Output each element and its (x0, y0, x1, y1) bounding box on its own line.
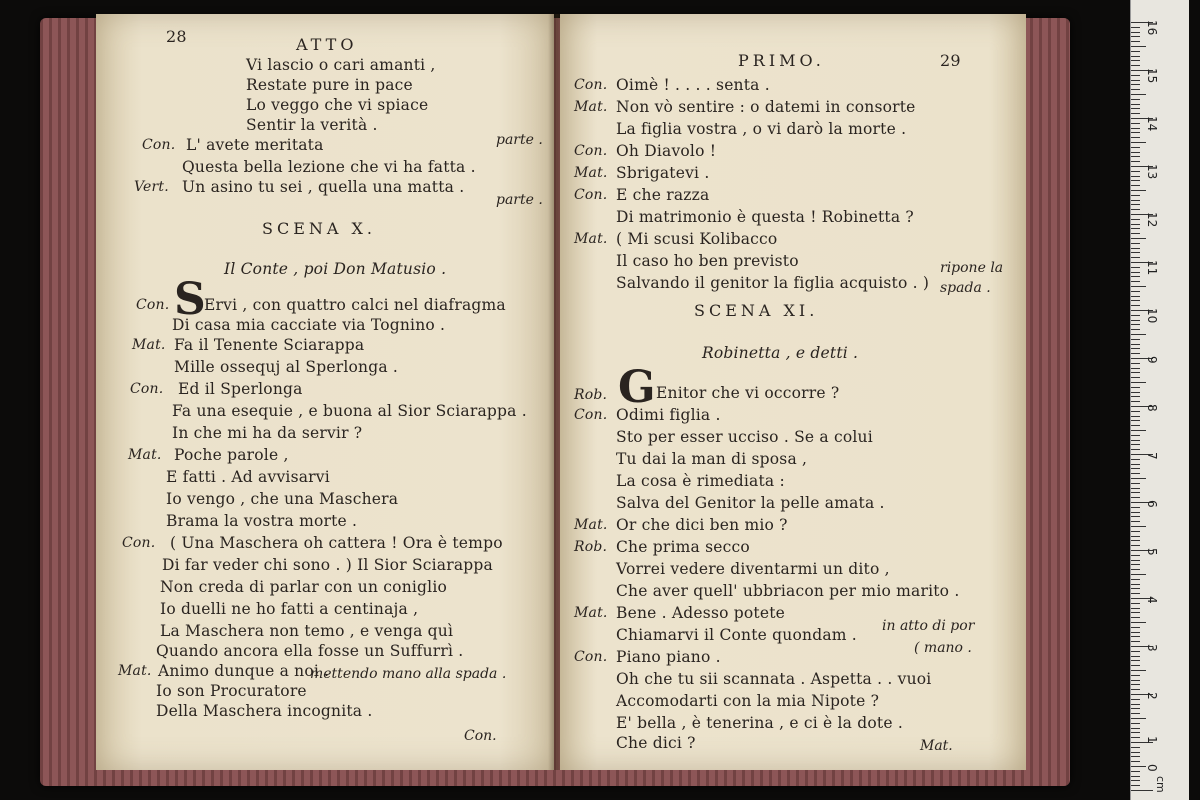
stage-direction: parte . (496, 132, 543, 148)
verse-line: Un asino tu sei , quella una matta . (182, 178, 465, 196)
ruler-tick (1131, 267, 1140, 268)
ruler-tick (1131, 176, 1140, 177)
ruler-tick (1131, 569, 1140, 570)
dialogue-line: Che prima secco (616, 538, 750, 556)
dialogue-line: Ed il Sperlonga (178, 380, 303, 398)
ruler-tick (1131, 526, 1146, 527)
stage-direction: mettendo mano alla spada . (310, 666, 507, 682)
dialogue-line: E fatti . Ad avvisarvi (166, 468, 330, 486)
ruler-tick (1131, 761, 1140, 762)
verse-line: Restate pure in pace (246, 76, 413, 94)
ruler-tick (1131, 641, 1140, 642)
ruler-tick (1131, 84, 1140, 85)
ruler-tick (1131, 608, 1140, 609)
ruler-tick (1131, 300, 1140, 301)
ruler-tick (1131, 36, 1140, 37)
ruler-tick (1131, 718, 1146, 719)
ruler-tick (1131, 65, 1140, 66)
right-page (560, 14, 1026, 770)
ruler-tick (1131, 334, 1146, 335)
ruler-number: 8 (1145, 404, 1159, 412)
speaker-label: Con. (574, 407, 608, 423)
ruler-tick (1131, 497, 1140, 498)
ruler-tick (1131, 588, 1140, 589)
ruler-tick (1131, 545, 1140, 546)
ruler-tick (1131, 771, 1140, 772)
ruler-tick (1131, 80, 1140, 81)
ruler-tick (1131, 248, 1140, 249)
ruler-tick (1131, 99, 1140, 100)
dialogue-line: Bene . Adesso potete (616, 604, 786, 622)
ruler-tick (1131, 516, 1140, 517)
dialogue-line: Chiamarvi il Conte quondam . (616, 626, 857, 644)
ruler-tick (1131, 564, 1140, 565)
scene-cast: Il Conte , poi Don Matusio . (224, 260, 447, 278)
ruler-tick (1131, 704, 1140, 705)
ruler-tick (1131, 766, 1146, 767)
ruler-tick (1131, 507, 1140, 508)
dialogue-line: Animo dunque a noi . (158, 662, 330, 680)
dialogue-line: La Maschera non temo , e venga quì (160, 622, 454, 640)
ruler-tick (1131, 60, 1140, 61)
speaker-label: Con. (574, 187, 608, 203)
dialogue-line: Della Maschera incognita . (156, 702, 373, 720)
dialogue-line: Sto per esser ucciso . Se a colui (616, 428, 873, 446)
dialogue-line: Quando ancora ella fosse un Suffurrì . (156, 642, 464, 660)
verse-line: Sentir la verità . (246, 116, 378, 134)
dialogue-line: Di matrimonio è questa ! Robinetta ? (616, 208, 914, 226)
ruler-tick (1131, 94, 1146, 95)
ruler-tick (1131, 195, 1140, 196)
ruler-tick (1131, 627, 1140, 628)
ruler-tick (1131, 416, 1140, 417)
speaker-label: Rob. (574, 539, 608, 555)
ruler-tick (1131, 392, 1140, 393)
ruler-tick (1131, 459, 1140, 460)
dialogue-line: Enitor che vi occorre ? (656, 384, 840, 402)
dialogue-line: Salva del Genitor la pelle amata . (616, 494, 885, 512)
dialogue-line: E che razza (616, 186, 710, 204)
ruler-tick (1131, 574, 1146, 575)
ruler-tick (1131, 699, 1140, 700)
verse-line: Lo veggo che vi spiace (246, 96, 429, 114)
dialogue-line: Brama la vostra morte . (166, 512, 358, 530)
ruler-tick (1131, 684, 1140, 685)
ruler-tick (1131, 344, 1140, 345)
ruler-tick (1131, 224, 1140, 225)
ruler-tick (1131, 180, 1140, 181)
ruler-tick (1131, 728, 1140, 729)
ruler-tick (1131, 204, 1140, 205)
drop-cap: S (174, 274, 206, 325)
ruler-tick (1131, 190, 1146, 191)
dialogue-line: Mille ossequj al Sperlonga . (174, 358, 399, 376)
ruler-tick (1131, 257, 1140, 258)
ruler-tick (1131, 320, 1140, 321)
ruler-tick (1131, 123, 1140, 124)
speaker-label: Con. (130, 381, 164, 397)
ruler-number: 12 (1145, 212, 1159, 228)
ruler-tick (1131, 473, 1140, 474)
ruler-tick (1131, 89, 1140, 90)
ruler-tick (1131, 46, 1146, 47)
stage-direction: parte . (496, 192, 543, 208)
ruler-tick (1131, 113, 1140, 114)
catchword: Mat. (920, 738, 953, 754)
dialogue-line: Fa il Tenente Sciarappa (174, 336, 365, 354)
ruler-tick (1131, 756, 1140, 757)
dialogue-line: Oh che tu sii scannata . Aspetta . . vuoi (616, 670, 932, 688)
ruler-number: 10 (1145, 308, 1159, 324)
ruler-tick (1131, 281, 1140, 282)
ruler-tick (1131, 675, 1140, 676)
dialogue-line: Non vò sentire : o datemi in consorte (616, 98, 916, 116)
ruler-tick (1131, 780, 1140, 781)
dialogue-line: Salvando il genitor la figlia acquisto . ) (616, 274, 930, 292)
ruler-tick (1131, 420, 1140, 421)
ruler-tick (1131, 665, 1140, 666)
ruler-tick (1131, 228, 1140, 229)
dialogue-line: ( Mi scusi Kolibacco (616, 230, 778, 248)
dialogue-line: E' bella , è tenerina , e ci è la dote . (616, 714, 903, 732)
dialogue-line: Fa una esequie , e buona al Sior Sciarappa . (172, 402, 527, 420)
ruler-tick (1131, 291, 1140, 292)
ruler-tick (1131, 161, 1140, 162)
page-number: 29 (940, 51, 961, 70)
ruler-tick (1131, 560, 1140, 561)
ruler-tick (1131, 670, 1146, 671)
dialogue-line: Sbrigatevi . (616, 164, 710, 182)
ruler-tick (1131, 368, 1140, 369)
ruler-tick (1131, 315, 1140, 316)
ruler-tick (1131, 324, 1140, 325)
ruler-tick (1131, 752, 1140, 753)
dialogue-line: Io vengo , che una Maschera (166, 490, 399, 508)
ruler-tick (1131, 339, 1140, 340)
dialogue-line: Vorrei vedere diventarmi un dito , (616, 560, 890, 578)
scene-title: SCENA XI. (694, 301, 819, 320)
stage-direction: spada . (940, 280, 991, 296)
dialogue-line: Il caso ho ben previsto (616, 252, 799, 270)
ruler-tick (1131, 708, 1140, 709)
speaker-label: Mat. (574, 605, 608, 621)
ruler-tick (1131, 636, 1140, 637)
ruler-tick (1131, 689, 1140, 690)
ruler-tick (1131, 656, 1140, 657)
ruler-tick (1131, 785, 1140, 786)
ruler-tick (1131, 396, 1140, 397)
ruler-tick (1131, 132, 1140, 133)
speaker-label: Con. (574, 143, 608, 159)
ruler-tick (1131, 632, 1140, 633)
verse-line: Vi lascio o cari amanti , (246, 56, 436, 74)
ruler-tick (1131, 128, 1140, 129)
ruler-tick (1131, 732, 1140, 733)
ruler-tick (1131, 27, 1140, 28)
dialogue-line: Tu dai la man di sposa , (616, 450, 808, 468)
stage-direction: ( mano . (914, 640, 972, 656)
verse-line: L' avete meritata (186, 136, 324, 154)
dialogue-line: Or che dici ben mio ? (616, 516, 788, 534)
ruler-tick (1131, 430, 1146, 431)
ruler-tick (1131, 617, 1140, 618)
ruler-tick (1131, 737, 1140, 738)
ruler-tick (1131, 353, 1140, 354)
ruler-tick (1131, 449, 1140, 450)
ruler-tick (1131, 171, 1140, 172)
ruler-tick (1131, 464, 1140, 465)
ruler-tick (1131, 286, 1146, 287)
ruler-number: 6 (1145, 500, 1159, 508)
speaker-label: Mat. (132, 337, 166, 353)
ruler-tick (1131, 401, 1140, 402)
running-head: PRIMO. (738, 51, 825, 70)
ruler-tick (1131, 142, 1146, 143)
ruler-tick (1131, 233, 1140, 234)
ruler-number: 15 (1145, 68, 1159, 84)
speaker-label: Rob. (574, 387, 608, 403)
ruler-tick (1131, 651, 1140, 652)
ruler-tick (1131, 51, 1140, 52)
ruler-tick (1131, 363, 1140, 364)
ruler-number: 13 (1145, 164, 1159, 180)
ruler-tick (1131, 660, 1140, 661)
ruler-tick (1131, 622, 1146, 623)
ruler-number: 14 (1145, 116, 1159, 132)
speaker-label: Mat. (118, 663, 152, 679)
ruler-tick (1131, 296, 1140, 297)
ruler-tick (1131, 521, 1140, 522)
speaker-label: Con. (136, 297, 170, 313)
ruler-tick (1131, 713, 1140, 714)
page-number: 28 (166, 27, 187, 46)
ruler-tick (1131, 531, 1140, 532)
measurement-ruler (1130, 0, 1189, 800)
ruler-tick (1131, 108, 1140, 109)
speaker-label: Mat. (574, 231, 608, 247)
ruler-tick (1131, 478, 1146, 479)
dialogue-line: Piano piano . (616, 648, 721, 666)
ruler-tick (1131, 219, 1140, 220)
ruler-number: 0 (1145, 764, 1159, 772)
speaker-label: Mat. (574, 165, 608, 181)
ruler-number: 11 (1145, 260, 1159, 276)
dialogue-line: Di casa mia cacciate via Tognino . (172, 316, 446, 334)
dialogue-line: Io duelli ne ho fatti a centinaja , (160, 600, 419, 618)
dialogue-line: In che mi ha da servir ? (172, 424, 363, 442)
ruler-tick (1131, 790, 1153, 791)
ruler-number: 7 (1145, 452, 1159, 460)
ruler-tick (1131, 444, 1140, 445)
ruler-tick (1131, 32, 1140, 33)
ruler-tick (1131, 104, 1140, 105)
speaker-label: Con. (122, 535, 156, 551)
dialogue-line: Di far veder chi sono . ) Il Sior Sciarappa (162, 556, 493, 574)
scene-cast: Robinetta , e detti . (702, 344, 859, 362)
ruler-number: 9 (1145, 356, 1159, 364)
ruler-tick (1131, 776, 1140, 777)
ruler-tick (1131, 372, 1140, 373)
ruler-tick (1131, 185, 1140, 186)
ruler-unit: cm (1154, 776, 1167, 793)
ruler-tick (1131, 579, 1140, 580)
ruler-tick (1131, 425, 1140, 426)
ruler-tick (1131, 276, 1140, 277)
ruler-tick (1131, 238, 1146, 239)
ruler-tick (1131, 747, 1140, 748)
dialogue-line: Oimè ! . . . . senta . (616, 76, 770, 94)
dialogue-line: La cosa è rimediata : (616, 472, 785, 490)
ruler-number: 1 (1145, 736, 1159, 744)
dialogue-line: Non creda di parlar con un coniglio (160, 578, 448, 596)
dialogue-line: Odimi figlia . (616, 406, 721, 424)
dialogue-line: Accomodarti con la mia Nipote ? (616, 692, 880, 710)
ruler-number: 16 (1145, 20, 1159, 36)
dialogue-line: Che dici ? (616, 734, 696, 752)
ruler-tick (1131, 536, 1140, 537)
ruler-number: 4 (1145, 596, 1159, 604)
ruler-tick (1131, 348, 1140, 349)
scene-title: SCENA X. (262, 219, 376, 238)
ruler-tick (1131, 387, 1140, 388)
ruler-tick (1131, 137, 1140, 138)
ruler-tick (1131, 152, 1140, 153)
stage-direction: in atto di por (882, 618, 975, 634)
ruler-tick (1131, 435, 1140, 436)
ruler-tick (1131, 584, 1140, 585)
running-head: ATTO (296, 35, 358, 54)
left-page (96, 14, 554, 770)
speaker-label: Mat. (128, 447, 162, 463)
ruler-tick (1131, 612, 1140, 613)
dialogue-line: Che aver quell' ubbriacon per mio marito . (616, 582, 960, 600)
ruler-tick (1131, 540, 1140, 541)
ruler-tick (1131, 75, 1140, 76)
ruler-tick (1131, 488, 1140, 489)
speaker-label: Con. (574, 649, 608, 665)
ruler-tick (1131, 411, 1140, 412)
ruler-tick (1131, 272, 1140, 273)
ruler-tick (1131, 209, 1140, 210)
ruler-tick (1131, 41, 1140, 42)
ruler-number: 2 (1145, 692, 1159, 700)
ruler-tick (1131, 377, 1140, 378)
ruler-tick (1131, 723, 1140, 724)
speaker-label: Con. (574, 77, 608, 93)
ruler-number: 3 (1145, 644, 1159, 652)
dialogue-line: Ervi , con quattro calci nel diafragma (204, 296, 506, 314)
ruler-tick (1131, 382, 1146, 383)
ruler-tick (1131, 492, 1140, 493)
dialogue-line: Poche parole , (174, 446, 289, 464)
ruler-tick (1131, 200, 1140, 201)
catchword: Con. (464, 728, 497, 744)
ruler-tick (1131, 512, 1140, 513)
speaker-label: Mat. (574, 517, 608, 533)
drop-cap: G (618, 362, 656, 413)
dialogue-line: Io son Procuratore (156, 682, 307, 700)
ruler-tick (1131, 603, 1140, 604)
ruler-tick (1131, 147, 1140, 148)
dialogue-line: Oh Diavolo ! (616, 142, 717, 160)
ruler-tick (1131, 252, 1140, 253)
verse-line: Questa bella lezione che vi ha fatta . (182, 158, 476, 176)
ruler-tick (1131, 305, 1140, 306)
ruler-tick (1131, 156, 1140, 157)
ruler-tick (1131, 56, 1140, 57)
ruler-tick (1131, 593, 1140, 594)
ruler-tick (1131, 468, 1140, 469)
ruler-tick (1131, 440, 1140, 441)
ruler-tick (1131, 329, 1140, 330)
speaker-label: Vert. (134, 179, 169, 195)
ruler-tick (1131, 483, 1140, 484)
ruler-number: 5 (1145, 548, 1159, 556)
speaker-label: Con. (142, 137, 176, 153)
ruler-tick (1131, 555, 1140, 556)
stage-direction: ripone la (940, 260, 1004, 276)
dialogue-line: La figlia vostra , o vi darò la morte . (616, 120, 907, 138)
ruler-tick (1131, 680, 1140, 681)
dialogue-line: ( Una Maschera oh cattera ! Ora è tempo (170, 534, 503, 552)
ruler-tick (1131, 243, 1140, 244)
speaker-label: Mat. (574, 99, 608, 115)
